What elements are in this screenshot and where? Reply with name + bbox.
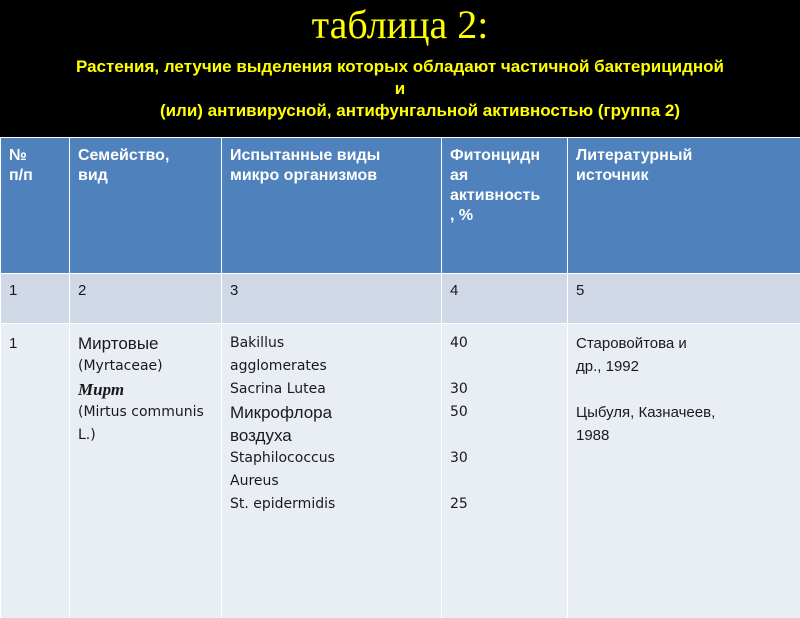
column-number-1: 1 [1, 274, 70, 324]
activity-value-5: 25 [450, 493, 559, 516]
microorganism-4b: Aureus [230, 470, 433, 493]
plants-table-container [0, 137, 800, 600]
microorganisms-cell [222, 324, 442, 618]
column-number-2: 2 [70, 274, 222, 324]
microorganism-4a: Staphilococcus [230, 447, 433, 470]
microorganism-2: Sacrina Lutea [230, 378, 433, 401]
microorganism-3b: воздуха [230, 424, 433, 447]
slide-subtitle [0, 56, 800, 122]
plants-table [0, 137, 800, 618]
col-header-activity: Фитонцидн ая активность , % [442, 138, 568, 274]
source-1b: др., 1992 [576, 355, 792, 378]
family-ru: Миртовые [78, 332, 213, 355]
subtitle-line-2: и [0, 78, 800, 100]
col-header-number: № п/п [1, 138, 70, 274]
slide-title: таблица 2: [0, 2, 800, 48]
table-header-row [1, 138, 800, 274]
source-2b: 1988 [576, 424, 792, 447]
col-header-microorganisms: Испытанные виды микро организмов [222, 138, 442, 274]
microorganism-5: St. epidermidis [230, 493, 433, 516]
family-latin: (Myrtaceae) [78, 355, 213, 378]
column-number-row [1, 274, 800, 324]
col-header-source: Литературный источник [568, 138, 800, 274]
col-header-family: Семейство, вид [70, 138, 222, 274]
subtitle-line-3: (или) антивирусной, антифунгальной активностью (группа 2) [0, 100, 800, 122]
column-number-4: 4 [442, 274, 568, 324]
row-number: 1 [1, 324, 70, 618]
sources-cell [568, 324, 800, 618]
column-number-5: 5 [568, 274, 800, 324]
microorganism-3a: Микрофлора [230, 401, 433, 424]
table-row [1, 324, 800, 618]
activity-value-2: 30 [450, 378, 559, 401]
subtitle-line-1: Растения, летучие выделения которых обладают частичной бактерицидной [0, 56, 800, 78]
species-ru: Мирт [78, 378, 213, 401]
activity-value-4: 30 [450, 447, 559, 470]
family-species-cell [70, 324, 222, 618]
activity-value-1: 40 [450, 332, 559, 355]
microorganism-1b: agglomerates [230, 355, 433, 378]
activity-cell [442, 324, 568, 618]
microorganism-1a: Bakillus [230, 332, 433, 355]
source-2a: Цыбуля, Казначеев, [576, 401, 792, 424]
activity-value-3: 50 [450, 401, 559, 424]
column-number-3: 3 [222, 274, 442, 324]
slide-header [0, 0, 800, 136]
species-latin: (Mirtus communis L.) [78, 401, 213, 447]
source-1a: Старовойтова и [576, 332, 792, 355]
